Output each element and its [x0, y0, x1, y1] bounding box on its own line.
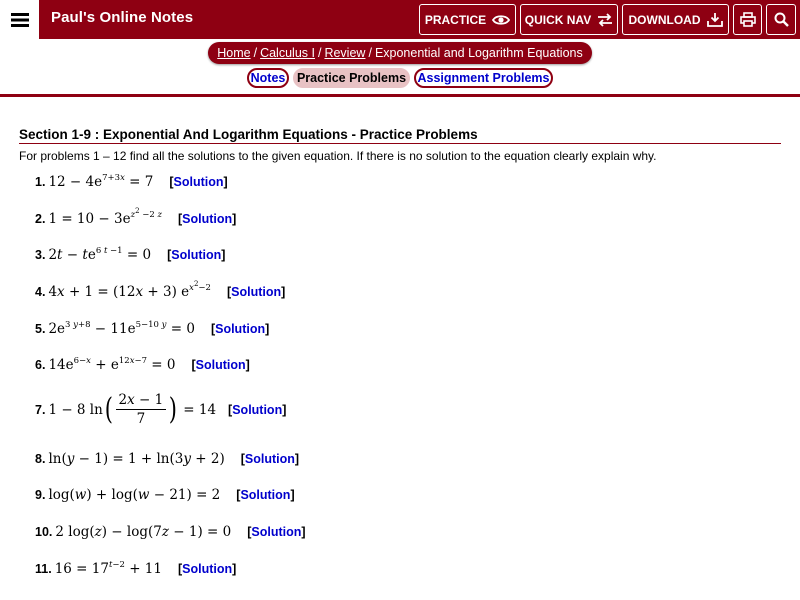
menu-icon[interactable] — [0, 0, 39, 39]
download-button[interactable] — [622, 4, 729, 35]
solution-link-label[interactable]: Solution — [182, 562, 233, 576]
problem-number: 3. — [35, 248, 46, 262]
problem-equation: $14e^{6-x} + e^{12x-7} = 0$ — [48, 356, 176, 373]
breadcrumb-calculus[interactable]: Calculus I — [260, 46, 315, 60]
tab-notes[interactable]: Notes — [247, 68, 289, 88]
solution-link-label[interactable]: Solution — [171, 248, 222, 262]
problem-equation: 2 log(z) − log(7z − 1) = 0 — [55, 524, 232, 540]
print-button[interactable] — [733, 4, 762, 35]
solution-link[interactable]: [Solution] — [177, 212, 237, 226]
download-button-label: DOWNLOAD — [628, 12, 701, 27]
solution-link[interactable]: [Solution] — [167, 248, 226, 262]
breadcrumb — [208, 42, 592, 64]
problem-6 — [35, 357, 250, 373]
solution-link[interactable]: [Solution] — [210, 322, 270, 336]
problem-equation: $2e^{3 y+8} - 11e^{5-10 y} = 0$ — [48, 320, 195, 337]
solution-link[interactable]: [Solution] — [226, 285, 286, 299]
problem-3 — [35, 247, 225, 263]
eye-icon — [492, 14, 510, 26]
tab-assignment-problems[interactable]: Assignment Problems — [414, 68, 553, 88]
breadcrumb-review[interactable]: Review — [324, 46, 366, 60]
solution-link-label[interactable]: Solution — [251, 525, 302, 539]
problem-number: 11. — [35, 562, 52, 576]
solution-link-label[interactable]: Solution — [182, 212, 233, 226]
solution-link[interactable]: [Solution] — [236, 488, 295, 502]
search-button[interactable] — [766, 4, 796, 35]
header-divider — [0, 94, 800, 97]
problem-number: 1. — [35, 175, 46, 189]
problem-11 — [35, 561, 236, 577]
solution-link[interactable]: [Solution] — [177, 562, 237, 576]
breadcrumb-separator: / — [368, 46, 372, 60]
solution-link-label[interactable]: Solution — [231, 285, 282, 299]
quick-nav-button-label: QUICK NAV — [524, 12, 592, 27]
solution-link-label[interactable]: Solution — [173, 175, 224, 189]
problem-4 — [35, 280, 286, 300]
problem-1 — [35, 174, 228, 190]
problem-7 — [35, 392, 286, 427]
problem-number: 5. — [35, 322, 46, 336]
problem-number: 6. — [35, 358, 46, 372]
problem-5 — [35, 321, 269, 337]
problem-10 — [35, 524, 306, 540]
section-title: Section 1-9 : Exponential And Logarithm Equations - Practice Problems — [19, 127, 478, 142]
breadcrumb-current: Exponential and Logarithm Equations — [374, 46, 583, 60]
problem-equation: $2t - te^{6 t -1} = 0$ — [48, 246, 152, 263]
solution-link-label[interactable]: Solution — [240, 488, 291, 502]
problem-number: 10. — [35, 525, 53, 539]
swap-arrows-icon — [597, 13, 613, 27]
solution-link-label[interactable]: Solution — [244, 452, 295, 466]
section-intro: For problems 1 – 12 find all the solutions to the given equation. If there is no solution to the equation clearly explain why. — [19, 149, 657, 163]
problem-equation: $16 = 17^{t-2} + 11$ — [54, 560, 162, 577]
title-underline — [19, 143, 781, 144]
problem-equation: log(w) + log(w − 21) = 2 — [48, 487, 221, 503]
solution-link-label[interactable]: Solution — [232, 402, 283, 417]
site-brand-link[interactable]: Paul's Online Notes — [51, 9, 194, 26]
tab-practice-problems[interactable]: Practice Problems — [293, 68, 410, 88]
printer-icon — [740, 12, 756, 27]
problem-equation: ln(y − 1) = 1 + ln(3y + 2) — [48, 451, 225, 467]
breadcrumb-separator: / — [253, 46, 258, 60]
solution-link[interactable]: [Solution] — [169, 175, 228, 189]
problem-number: 2. — [35, 212, 46, 226]
search-icon — [774, 12, 789, 27]
breadcrumb-home[interactable]: Home — [217, 46, 251, 60]
solution-link[interactable]: [Solution] — [240, 452, 300, 466]
problem-2 — [35, 207, 237, 227]
problem-8 — [35, 451, 299, 467]
solution-link-label[interactable]: Solution — [215, 322, 266, 336]
solution-link-label[interactable]: Solution — [195, 358, 246, 372]
solution-link[interactable]: [Solution] — [228, 402, 287, 417]
solution-link[interactable]: [Solution] — [247, 525, 306, 539]
breadcrumb-separator: / — [317, 46, 322, 60]
quick-nav-button[interactable] — [520, 4, 618, 35]
solution-link[interactable]: [Solution] — [191, 358, 250, 372]
problem-number: 9. — [35, 488, 46, 502]
practice-button-label: PRACTICE — [424, 12, 487, 27]
top-bar — [0, 0, 800, 39]
practice-button[interactable] — [419, 4, 516, 35]
problem-number: 4. — [35, 285, 46, 299]
problem-9 — [35, 487, 295, 503]
problem-number: 8. — [35, 452, 46, 466]
problem-equation: $12 - 4e^{7+3x} = 7$ — [48, 173, 154, 190]
problem-equation: $1 = 10 - 3e^{z^2 -2 z}$ — [48, 207, 162, 227]
problem-number: 7. — [35, 402, 46, 417]
problem-equation: 1 − 8 ln ( $\frac{2x - 1}{7}$ ) = 14 — [48, 391, 217, 427]
problem-equation: 4x + 1 = (12x + 3) $e^{x^2-2}$ — [48, 280, 211, 300]
download-icon — [707, 12, 723, 27]
